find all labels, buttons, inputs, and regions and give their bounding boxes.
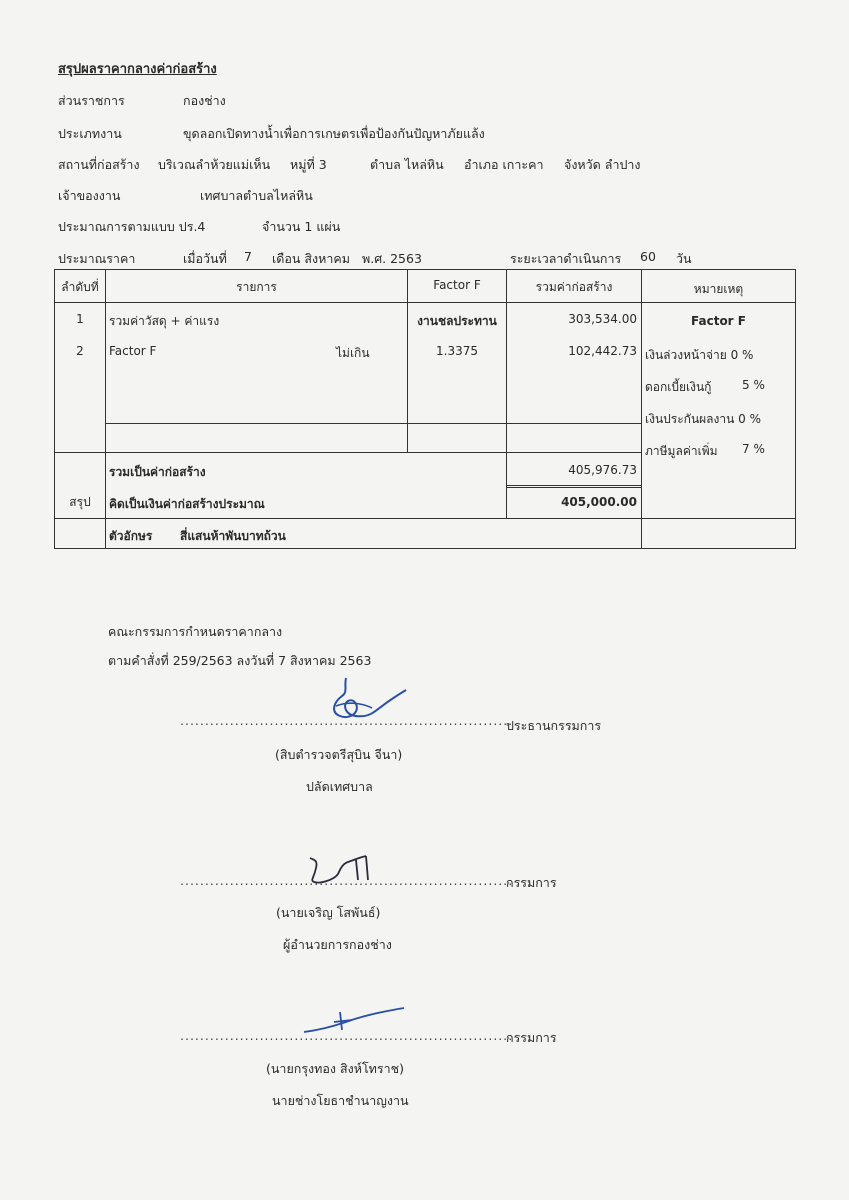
member2-name: (นายเจริญ โสพันธ์) [276,905,381,920]
row2-factor: 1.3375 [436,344,478,358]
member3-signature-image [300,1004,410,1040]
total-divider [506,423,642,424]
remark-cell [642,303,796,519]
member2-position: ผู้อำนวยการกองช่าง [283,937,392,952]
header-total: รวมค่าก่อสร้าง [535,280,613,294]
location-area: บริเวณลำห้วยแม่เห็น [158,157,271,172]
location-province: จังหวัด ลำปาง [564,157,641,172]
text-label: ตัวอักษร [109,529,153,543]
header-factor: Factor F [433,278,481,292]
summary-label: สรุป [69,495,91,509]
location-label: สถานที่ก่อสร้าง [58,157,140,172]
price-label: ประมาณราคา [58,251,136,266]
body-no-cell [55,303,106,453]
document-title: สรุปผลราคากลางค่าก่อสร้าง [58,62,217,77]
summary-label-cell [55,453,106,519]
member2-signature-line: ................................................................... [180,873,514,888]
estimate-count: จำนวน 1 แผ่น [262,219,341,234]
member1-position: ปลัดเทศบาล [306,779,373,794]
header-total-cell [507,270,642,303]
text-remark-cell [642,519,796,549]
committee-order: ตามคำสั่งที่ 259/2563 ลงวันที่ 7 สิงหาคม 2563 [108,653,372,668]
price-year: พ.ศ. 2563 [362,251,422,266]
text-value: สี่แสนห้าพันบาทถ้วน [180,529,286,543]
remark-interest-label: ดอกเบี้ยเงินกู้ [645,380,712,394]
row1-item: รวมค่าวัสดุ + ค่าแรง [109,314,220,328]
remark-interest-value: 5 % [742,378,765,392]
row2-total: 102,442.73 [568,344,637,358]
body-total-cell [507,303,642,453]
location-amphoe: อำเภอ เกาะคา [464,157,544,172]
sum-total-value: 405,976.73 [568,463,637,477]
text-amount-cell [106,519,642,549]
location-tambon: ตำบล ไหล่หิน [370,157,444,172]
member3-name: (นายกรุงทอง สิงห์โทราช) [266,1061,404,1076]
summary-value-cell [507,453,642,519]
member3-position: นายช่างโยธาชำนาญงาน [272,1093,409,1108]
agency-value: กองช่าง [183,93,226,108]
header-factor-cell [408,270,507,303]
price-summary-table [54,269,796,549]
agency-label: ส่วนราชการ [58,93,125,108]
item-divider [105,423,408,424]
table-text-row [55,519,796,549]
body-item-cell [106,303,408,453]
row2-limit: ไม่เกิน [336,346,370,360]
remark-vat-value: 7 % [742,442,765,456]
remark-guarantee: เงินประกันผลงาน 0 % [645,412,761,426]
duration-label: ระยะเวลาดำเนินการ [510,251,622,266]
member3-role: กรรมการ [506,1030,557,1045]
duration-unit: วัน [676,251,692,266]
worktype-value: ขุดลอกเปิดทางน้ำเพื่อการเกษตรเพื่อป้องกันปัญหาภัยแล้ง [183,126,485,141]
body-factor-cell [408,303,507,453]
worktype-label: ประเภทงาน [58,126,122,141]
location-moo: หมู่ที่ 3 [290,157,327,172]
table-header-row [55,270,796,303]
summary-text-cell [106,453,507,519]
row1-no: 1 [76,312,84,326]
row1-factor: งานชลประทาน [417,314,497,328]
duration-value: 60 [640,249,656,264]
header-no-cell [55,270,106,303]
sum-total-label: รวมเป็นค่าก่อสร้าง [109,465,206,479]
sum-double-rule [506,485,642,488]
header-remark-cell [642,270,796,303]
owner-label: เจ้าของงาน [58,188,121,203]
row2-no: 2 [76,344,84,358]
header-no: ลำดับที่ [61,280,99,294]
table-body-row [55,303,796,453]
member2-role: กรรมการ [506,875,557,890]
member1-name: (สิบตำรวจตรีสุบิน จีนา) [275,747,403,762]
remark-title: Factor F [691,314,746,328]
sum-approx-value: 405,000.00 [561,495,637,509]
header-item: รายการ [236,280,277,294]
price-day: 7 [244,249,252,264]
price-month: เดือน สิงหาคม [272,251,351,266]
header-item-cell [106,270,408,303]
member1-signature-image [316,672,416,728]
factor-divider [407,423,507,424]
remark-vat-label: ภาษีมูลค่าเพิ่ม [645,444,718,458]
member2-signature-image [304,850,384,890]
member3-signature-line: ................................................................... [180,1028,514,1043]
member1-signature-line: ................................................................... [180,713,514,728]
price-date-label: เมื่อวันที่ [183,251,227,266]
text-empty-cell [55,519,106,549]
committee-heading: คณะกรรมการกำหนดราคากลาง [108,624,283,639]
row2-item: Factor F [109,344,157,358]
estimate-form: ประมาณการตามแบบ ปร.4 [58,219,206,234]
remark-advance: เงินล่วงหน้าจ่าย 0 % [645,348,754,362]
header-remark: หมายเหตุ [693,282,744,296]
row1-total: 303,534.00 [568,312,637,326]
sum-approx-label: คิดเป็นเงินค่าก่อสร้างประมาณ [109,497,265,511]
owner-value: เทศบาลตำบลไหล่หิน [200,188,313,203]
member1-role: ประธานกรรมการ [506,718,602,733]
